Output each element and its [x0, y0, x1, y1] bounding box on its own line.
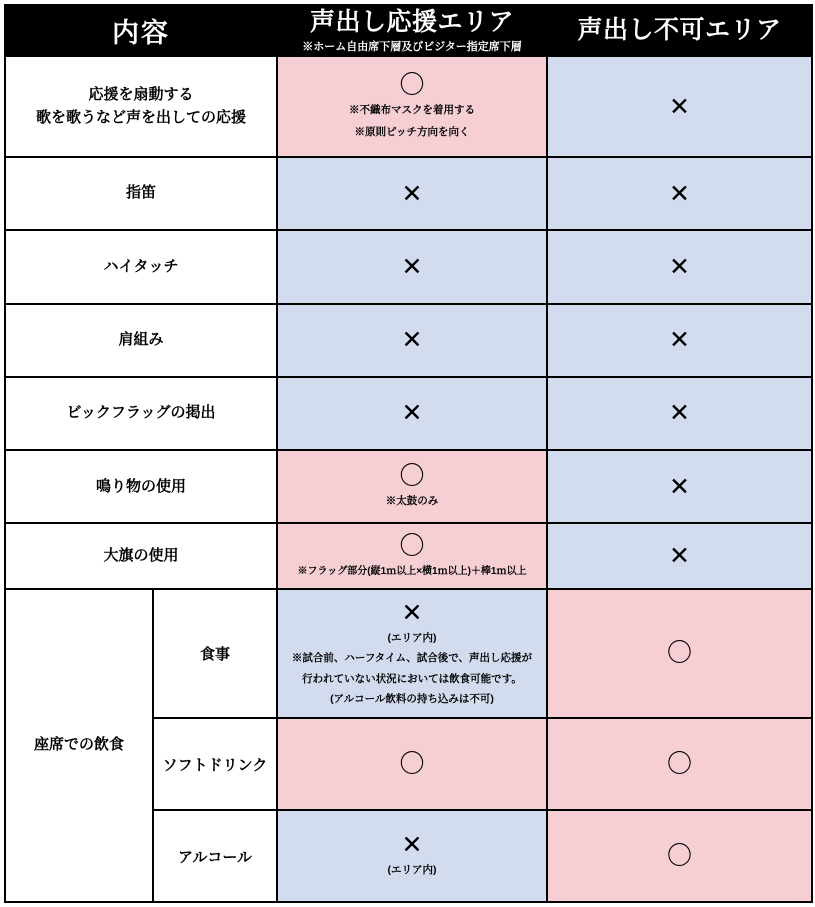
cell-cheer-area [277, 377, 547, 450]
cell-cheer-area [277, 157, 547, 230]
row-label-line1: 鳴り物の使用 [95, 477, 186, 495]
cell-silent-area [547, 56, 812, 157]
mark-forbidden: ✕ [401, 399, 423, 428]
mark-allowed: 〇 [666, 841, 692, 870]
mark-forbidden: ✕ [669, 179, 690, 208]
row-label [5, 523, 277, 589]
row-label-line2: 歌を歌うなど声を出しての応援 [35, 108, 246, 126]
cell-note: ※原則ピッチ方向を向く [354, 125, 470, 138]
cell-cheer-area [277, 450, 547, 523]
row-label-line1: 指笛 [125, 184, 156, 202]
mark-forbidden: ✕ [401, 830, 423, 859]
row-label-line1: 肩組み [118, 330, 164, 348]
cell-cheer-area [277, 523, 547, 589]
mark-allowed: 〇 [399, 749, 425, 778]
cell-cheer-area [277, 589, 547, 718]
row-label-line1: ハイタッチ [103, 257, 179, 275]
cell-silent-area [547, 230, 812, 303]
cell-note: (アルコール飲料の持ち込みは不可) [330, 692, 494, 705]
table-row [5, 450, 812, 523]
row-label [5, 157, 277, 230]
row-label-line1: 大旗の使用 [103, 547, 179, 564]
mark-allowed: 〇 [399, 461, 425, 490]
cell-note: ※試合前、ハーフタイム、試合後で、声出し応援が [291, 652, 533, 665]
mark-forbidden: ✕ [669, 92, 690, 121]
row-label [5, 56, 277, 157]
cell-cheer-area [277, 230, 547, 303]
row-sublabel-softdrink: ソフトドリンク [153, 718, 277, 810]
mark-forbidden: ✕ [401, 252, 423, 281]
row-label-line1: 応援を扇動する [88, 86, 194, 104]
mark-forbidden: ✕ [669, 542, 690, 571]
row-sublabel-meal: 食事 [153, 589, 277, 718]
cell-note: (エリア内) [387, 632, 437, 645]
table-row [5, 56, 812, 157]
table-row [5, 589, 812, 718]
header-cheer-area-subtitle: ※ホーム自由席下層及びビジター指定席下層 [302, 40, 522, 53]
cell-silent-area [547, 157, 812, 230]
table-row [5, 377, 812, 450]
cell-note: ※太鼓のみ [385, 495, 439, 507]
row-label [5, 304, 277, 377]
header-content: 内容 [5, 5, 277, 56]
table-body [5, 56, 812, 902]
mark-forbidden: ✕ [401, 179, 423, 208]
cheering-rules-table [4, 4, 813, 903]
cell-cheer-area [277, 56, 547, 157]
mark-forbidden: ✕ [401, 598, 423, 627]
header-cheer-area [277, 5, 547, 56]
mark-forbidden: ✕ [669, 399, 690, 428]
mark-allowed: 〇 [399, 531, 425, 560]
mark-allowed: 〇 [666, 639, 692, 668]
cell-cheer-area [277, 810, 547, 902]
mark-forbidden: ✕ [669, 326, 690, 355]
cell-silent-area [547, 304, 812, 377]
row-label [5, 450, 277, 523]
cell-silent-area [547, 523, 812, 589]
row-label [5, 230, 277, 303]
cell-silent-area [547, 589, 812, 718]
cell-silent-area [547, 450, 812, 523]
header-silent-area-title: 声出し不可エリア [577, 16, 782, 45]
cell-cheer-area [277, 304, 547, 377]
cell-note: (エリア内) [387, 864, 437, 877]
header-row [5, 5, 812, 56]
cell-silent-area [547, 718, 812, 810]
header-cheer-area-title: 声出し応援エリア [309, 8, 514, 36]
row-label-food-group: 座席での飲食 [5, 589, 153, 902]
header-silent-area [547, 5, 812, 56]
row-label [5, 377, 277, 450]
cell-note: ※フラッグ部分(縦1ｍ以上×横1ｍ以上)＋棒1ｍ以上 [297, 565, 527, 577]
cell-note: 行われていない状況においては飲食可能です。 [302, 672, 522, 685]
mark-allowed: 〇 [666, 749, 692, 778]
cell-silent-area [547, 377, 812, 450]
table-row [5, 157, 812, 230]
mark-forbidden: ✕ [669, 472, 690, 501]
table-header [5, 5, 812, 56]
cell-silent-area [547, 810, 812, 902]
cell-cheer-area [277, 718, 547, 810]
row-label-line1: ビックフラッグの掲出 [66, 404, 216, 422]
table-row [5, 230, 812, 303]
row-sublabel-alcohol: アルコール [153, 810, 277, 902]
mark-forbidden: ✕ [401, 326, 423, 355]
table-row [5, 523, 812, 589]
mark-allowed: 〇 [399, 70, 425, 99]
table-row [5, 304, 812, 377]
cell-note: ※不織布マスクを着用する [349, 103, 475, 116]
mark-forbidden: ✕ [669, 252, 690, 281]
